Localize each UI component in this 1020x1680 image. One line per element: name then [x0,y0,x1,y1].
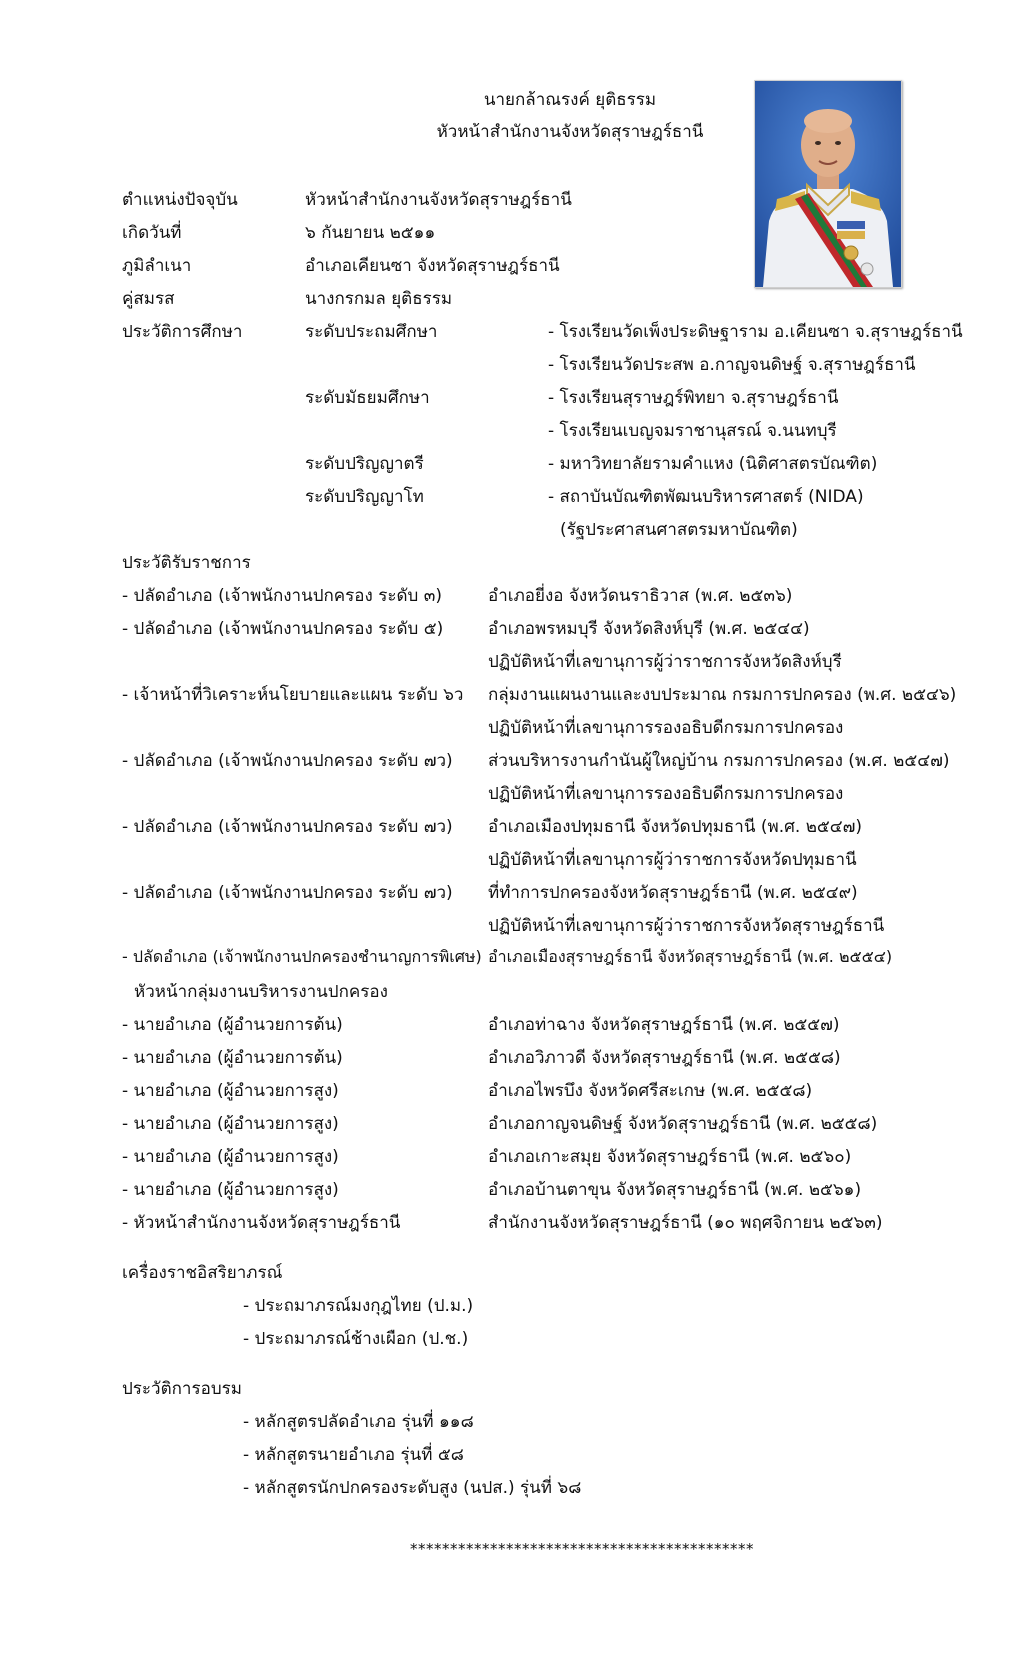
education-item: (รัฐประศาสนศาสตรมหาบัณฑิต) [560,520,798,540]
education-item: - โรงเรียนวัดเพ็งประดิษฐาราม อ.เคียนซา จ.สุราษฎร์ธานี [548,322,963,342]
decoration-item: - ประถมาภรณ์มงกุฎไทย (ป.ม.) [243,1296,474,1316]
career-place: อำเภอพรหมบุรี จังหวัดสิงห์บุรี (พ.ศ. ๒๕๔๔) [488,619,810,639]
label-current-position: ตำแหน่งปัจจุบัน [122,190,238,210]
career-position: - ปลัดอำเภอ (เจ้าพนักงานปกครอง ระดับ ๗ว) [122,817,453,837]
career-position: - นายอำเภอ (ผู้อำนวยการต้น) [122,1015,343,1035]
value-birth-date: ๖ กันยายน ๒๕๑๑ [305,223,436,243]
career-position: - นายอำเภอ (ผู้อำนวยการต้น) [122,1048,343,1068]
label-birth-date: เกิดวันที่ [122,223,182,243]
career-duty: ปฏิบัติหน้าที่เลขานุการรองอธิบดีกรมการปกครอง [488,718,844,738]
career-place: อำเภอวิภาวดี จังหวัดสุราษฎร์ธานี (พ.ศ. ๒๕๕๘) [488,1048,841,1068]
career-place: อำเภอเมืองสุราษฎร์ธานี จังหวัดสุราษฎร์ธานี (พ.ศ. ๒๕๕๔) [488,947,893,966]
career-position: - นายอำเภอ (ผู้อำนวยการสูง) [122,1081,339,1101]
career-place: กลุ่มงานแผนงานและงบประมาณ กรมการปกครอง (พ.ศ. ๒๕๔๖) [488,685,957,705]
career-position: - หัวหน้าสำนักงานจังหวัดสุราษฎร์ธานี [122,1213,401,1233]
career-place: อำเภอยี่งอ จังหวัดนราธิวาส (พ.ศ. ๒๕๓๖) [488,586,793,606]
person-name: นายกล้าณรงค์ ยุติธรรม [483,90,657,110]
career-place: อำเภอบ้านตาขุน จังหวัดสุราษฎร์ธานี (พ.ศ. ๒๕๖๑) [488,1180,862,1200]
label-training: ประวัติการอบรม [122,1379,242,1399]
decoration-item: - ประถมาภรณ์ช้างเผือก (ป.ช.) [243,1329,469,1349]
portrait-photo [754,80,902,288]
footer-divider: ******************************************* [410,1540,754,1558]
career-place: ส่วนบริหารงานกำนันผู้ใหญ่บ้าน กรมการปกครอง (พ.ศ. ๒๕๔๗) [488,751,950,771]
career-place: อำเภอเมืองปทุมธานี จังหวัดปทุมธานี (พ.ศ. ๒๕๔๗) [488,817,863,837]
career-position: - ปลัดอำเภอ (เจ้าพนักงานปกครองชำนาญการพิเศษ) [122,947,482,966]
label-decorations: เครื่องราชอิสริยาภรณ์ [122,1263,283,1283]
career-position: - เจ้าหน้าที่วิเคราะห์นโยบายและแผน ระดับ ๖ว [122,685,464,705]
career-duty: ปฏิบัติหน้าที่เลขานุการผู้ว่าราชการจังหวัดสิงห์บุรี [488,652,842,672]
label-hometown: ภูมิลำเนา [122,256,192,276]
career-position: - นายอำเภอ (ผู้อำนวยการสูง) [122,1147,339,1167]
portrait-figure [755,81,901,287]
career-place: อำเภอเกาะสมุย จังหวัดสุราษฎร์ธานี (พ.ศ. ๒๕๖๐) [488,1147,852,1167]
career-position-sub: หัวหน้ากลุ่มงานบริหารงานปกครอง [134,982,388,1002]
career-position: - นายอำเภอ (ผู้อำนวยการสูง) [122,1114,339,1134]
value-hometown: อำเภอเคียนซา จังหวัดสุราษฎร์ธานี [305,256,560,276]
label-career: ประวัติรับราชการ [122,553,251,573]
education-item: - มหาวิทยาลัยรามคำแหง (นิติศาสตรบัณฑิต) [548,454,878,474]
career-position: - ปลัดอำเภอ (เจ้าพนักงานปกครอง ระดับ ๓) [122,586,442,606]
label-spouse: คู่สมรส [122,289,175,309]
career-place: อำเภอไพรบึง จังหวัดศรีสะเกษ (พ.ศ. ๒๕๕๘) [488,1081,813,1101]
education-item: - โรงเรียนเบญจมราชานุสรณ์ จ.นนทบุรี [548,421,837,441]
career-position: - นายอำเภอ (ผู้อำนวยการสูง) [122,1180,339,1200]
career-position: - ปลัดอำเภอ (เจ้าพนักงานปกครอง ระดับ ๗ว) [122,751,453,771]
career-position: - ปลัดอำเภอ (เจ้าพนักงานปกครอง ระดับ ๕) [122,619,444,639]
training-item: - หลักสูตรปลัดอำเภอ รุ่นที่ ๑๑๘ [243,1412,474,1432]
career-place: ที่ทำการปกครองจังหวัดสุราษฎร์ธานี (พ.ศ. ๒๕๔๙) [488,883,858,903]
career-place: สำนักงานจังหวัดสุราษฎร์ธานี (๑๐ พฤศจิกายน ๒๕๖๓) [488,1213,883,1233]
education-level: ระดับประถมศึกษา [305,322,438,342]
education-level: ระดับปริญญาตรี [305,454,424,474]
training-item: - หลักสูตรนักปกครองระดับสูง (นปส.) รุ่นที่ ๖๘ [243,1478,582,1498]
career-duty: ปฏิบัติหน้าที่เลขานุการรองอธิบดีกรมการปกครอง [488,784,844,804]
career-place: อำเภอกาญจนดิษฐ์ จังหวัดสุราษฎร์ธานี (พ.ศ. ๒๕๕๘) [488,1114,878,1134]
career-duty: ปฏิบัติหน้าที่เลขานุการผู้ว่าราชการจังหวัดปทุมธานี [488,850,857,870]
training-item: - หลักสูตรนายอำเภอ รุ่นที่ ๕๘ [243,1445,464,1465]
label-education: ประวัติการศึกษา [122,322,243,342]
education-level: ระดับปริญญาโท [305,487,424,507]
education-item: - สถาบันบัณฑิตพัฒนบริหารศาสตร์ (NIDA) [548,487,864,507]
person-title: หัวหน้าสำนักงานจังหวัดสุราษฎร์ธานี [436,122,704,142]
career-position: - ปลัดอำเภอ (เจ้าพนักงานปกครอง ระดับ ๗ว) [122,883,453,903]
value-current-position: หัวหน้าสำนักงานจังหวัดสุราษฎร์ธานี [305,190,572,210]
education-level: ระดับมัธยมศึกษา [305,388,430,408]
education-item: - โรงเรียนสุราษฎร์พิทยา จ.สุราษฎร์ธานี [548,388,839,408]
value-spouse: นางกรกมล ยุติธรรม [305,289,453,309]
education-item: - โรงเรียนวัดประสพ อ.กาญจนดิษฐ์ จ.สุราษฎร์ธานี [548,355,916,375]
career-duty: ปฏิบัติหน้าที่เลขานุการผู้ว่าราชการจังหวัดสุราษฎร์ธานี [488,916,885,936]
career-place: อำเภอท่าฉาง จังหวัดสุราษฎร์ธานี (พ.ศ. ๒๕๕๗) [488,1015,840,1035]
